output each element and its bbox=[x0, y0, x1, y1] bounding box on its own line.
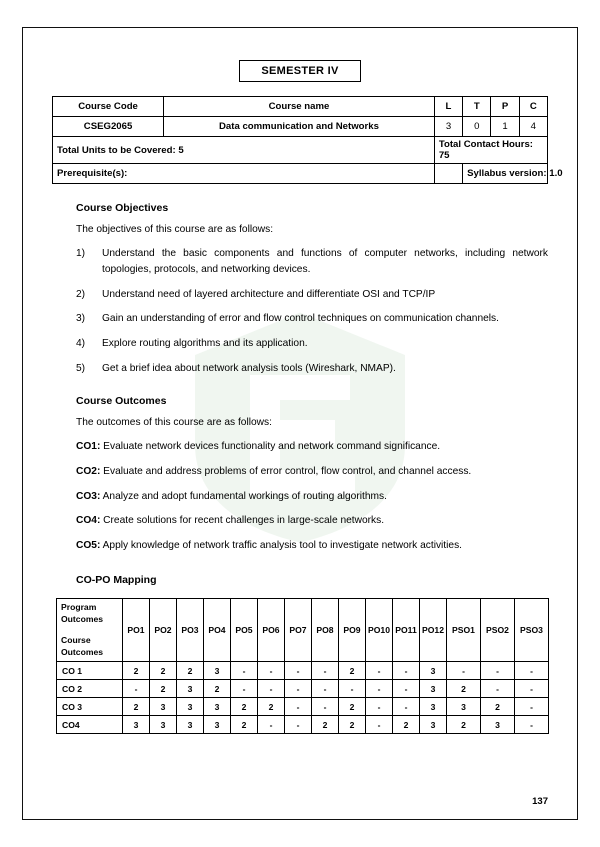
total-contact-hours-cell: Total Contact Hours: 75 bbox=[434, 137, 547, 164]
cell: - bbox=[515, 716, 549, 734]
cell: 2 bbox=[339, 662, 366, 680]
cell: 2 bbox=[150, 680, 177, 698]
course-outcome-key: CO5: bbox=[76, 540, 101, 552]
cell: 2 bbox=[393, 716, 420, 734]
cell: 2 bbox=[258, 698, 285, 716]
list-item bbox=[76, 311, 548, 327]
column-header: PO3 bbox=[177, 598, 204, 661]
cell: 2 bbox=[231, 716, 258, 734]
cell: 2 bbox=[339, 716, 366, 734]
column-header: PO4 bbox=[204, 598, 231, 661]
list-item-number: 4) bbox=[76, 338, 86, 350]
cell: - bbox=[447, 662, 481, 680]
table-row bbox=[57, 716, 549, 734]
course-name-label: Course name bbox=[164, 97, 435, 117]
cell: - bbox=[312, 698, 339, 716]
list-item-text: Explore routing algorithms and its application. bbox=[102, 338, 308, 350]
list-item bbox=[76, 246, 548, 278]
cell: 3 bbox=[177, 698, 204, 716]
course-outcome-text: Analyze and adopt fundamental workings of routing algorithms. bbox=[100, 490, 387, 502]
cell: - bbox=[515, 662, 549, 680]
cell: 2 bbox=[123, 698, 150, 716]
course-outcome-text: Create solutions for recent challenges in large-scale networks. bbox=[100, 515, 385, 527]
syllabus-version-cell: Syllabus version: 1.0 bbox=[463, 164, 548, 184]
c-value: 4 bbox=[519, 117, 547, 137]
cell: - bbox=[231, 662, 258, 680]
co-po-mapping-table bbox=[56, 598, 549, 734]
course-outcome-item bbox=[76, 489, 548, 505]
column-header: PO8 bbox=[312, 598, 339, 661]
cell: - bbox=[285, 716, 312, 734]
course-outcome-item bbox=[76, 513, 548, 529]
mapping-corner-header bbox=[57, 598, 123, 661]
cell: - bbox=[366, 662, 393, 680]
course-outcomes-intro: The outcomes of this course are as follows: bbox=[76, 416, 272, 428]
t-value: 0 bbox=[463, 117, 491, 137]
column-header: PO2 bbox=[150, 598, 177, 661]
column-header: PO5 bbox=[231, 598, 258, 661]
cell: - bbox=[366, 698, 393, 716]
row-label: CO 3 bbox=[57, 698, 123, 716]
prerequisites-cell: Prerequisite(s): bbox=[53, 164, 435, 184]
list-item-number: 1) bbox=[76, 248, 86, 259]
cell: 2 bbox=[312, 716, 339, 734]
cell: - bbox=[393, 698, 420, 716]
column-header: PSO2 bbox=[481, 598, 515, 661]
column-header: PSO1 bbox=[447, 598, 481, 661]
course-code-label: Course Code bbox=[53, 97, 164, 117]
cell: 3 bbox=[420, 716, 447, 734]
course-objectives-list bbox=[76, 246, 548, 377]
cell: - bbox=[123, 680, 150, 698]
course-outcome-key: CO4: bbox=[76, 515, 101, 527]
t-label: T bbox=[463, 97, 491, 117]
column-header: PO7 bbox=[285, 598, 312, 661]
cell: 3 bbox=[204, 662, 231, 680]
course-header-table bbox=[52, 96, 563, 184]
cell: - bbox=[393, 680, 420, 698]
cell: - bbox=[339, 680, 366, 698]
cell: 3 bbox=[204, 716, 231, 734]
total-units-cell: Total Units to be Covered: 5 bbox=[53, 137, 435, 164]
cell: - bbox=[312, 680, 339, 698]
cell: 2 bbox=[231, 698, 258, 716]
cell: - bbox=[481, 662, 515, 680]
cell: 3 bbox=[150, 716, 177, 734]
column-header: PO9 bbox=[339, 598, 366, 661]
course-outcome-item bbox=[76, 538, 548, 554]
cell: 3 bbox=[420, 662, 447, 680]
course-outcome-key: CO1: bbox=[76, 440, 101, 452]
co-po-mapping-wrapper bbox=[56, 598, 548, 734]
table-row bbox=[57, 680, 549, 698]
cell: - bbox=[366, 680, 393, 698]
course-outcome-text: Apply knowledge of network traffic analysis tool to investigate network activities. bbox=[100, 540, 462, 552]
list-item bbox=[76, 336, 548, 352]
p-value: 1 bbox=[491, 117, 519, 137]
column-header: PO11 bbox=[393, 598, 420, 661]
cell: - bbox=[258, 680, 285, 698]
table-row bbox=[53, 164, 548, 184]
course-outcome-text: Evaluate network devices functionality and network command significance. bbox=[100, 440, 441, 452]
course-outcome-key: CO3: bbox=[76, 490, 101, 502]
cell: - bbox=[515, 680, 549, 698]
cell: 2 bbox=[447, 716, 481, 734]
cell: 3 bbox=[177, 680, 204, 698]
row-label: CO 1 bbox=[57, 662, 123, 680]
table-row bbox=[57, 662, 549, 680]
cell: - bbox=[366, 716, 393, 734]
cell: - bbox=[258, 716, 285, 734]
column-header: PO12 bbox=[420, 598, 447, 661]
course-outcome-text: Evaluate and address problems of error control, flow control, and channel access. bbox=[100, 465, 472, 477]
semester-heading: SEMESTER IV bbox=[239, 60, 361, 82]
p-label: P bbox=[491, 97, 519, 117]
cell: - bbox=[285, 662, 312, 680]
course-objectives-intro: The objectives of this course are as follows: bbox=[76, 224, 274, 235]
corner-line2: Course Outcomes bbox=[61, 635, 104, 657]
cell: - bbox=[231, 680, 258, 698]
cell: - bbox=[312, 662, 339, 680]
cell: 3 bbox=[420, 680, 447, 698]
document-content bbox=[52, 60, 563, 734]
cell: 3 bbox=[177, 716, 204, 734]
c-label: C bbox=[519, 97, 547, 117]
column-header: PO6 bbox=[258, 598, 285, 661]
cell: - bbox=[285, 680, 312, 698]
cell: 3 bbox=[150, 698, 177, 716]
list-item-text: Gain an understanding of error and flow control techniques on communication channels. bbox=[102, 313, 499, 325]
list-item-number: 3) bbox=[76, 313, 86, 325]
table-header-row bbox=[57, 598, 549, 661]
row-label: CO 2 bbox=[57, 680, 123, 698]
cell: - bbox=[285, 698, 312, 716]
column-header: PO1 bbox=[123, 598, 150, 661]
course-outcome-key: CO2: bbox=[76, 465, 101, 477]
cell: 2 bbox=[150, 662, 177, 680]
column-header: PO10 bbox=[366, 598, 393, 661]
table-row bbox=[53, 97, 548, 117]
l-label: L bbox=[434, 97, 462, 117]
corner-line1: Program Outcomes bbox=[61, 601, 104, 624]
list-item-text: Understand need of layered architecture and differentiate OSI and TCP/IP bbox=[102, 288, 436, 300]
cell: 2 bbox=[177, 662, 204, 680]
cell: 3 bbox=[204, 698, 231, 716]
row-label: CO4 bbox=[57, 716, 123, 734]
cell: - bbox=[481, 680, 515, 698]
list-item-text: Get a brief idea about network analysis tools (Wireshark, NMAP). bbox=[102, 363, 396, 375]
course-outcomes-title: Course Outcomes bbox=[76, 394, 167, 407]
cell: 3 bbox=[481, 716, 515, 734]
cell: 2 bbox=[339, 698, 366, 716]
course-code-value: CSEG2065 bbox=[53, 117, 164, 137]
cell: 2 bbox=[481, 698, 515, 716]
course-outcome-item bbox=[76, 464, 548, 480]
list-item bbox=[76, 287, 548, 303]
course-name-value: Data communication and Networks bbox=[164, 117, 435, 137]
course-objectives-title: Course Objectives bbox=[76, 202, 169, 214]
cell: - bbox=[258, 662, 285, 680]
cell: 2 bbox=[447, 680, 481, 698]
cell: 2 bbox=[204, 680, 231, 698]
page-number: 137 bbox=[532, 796, 548, 807]
prerequisites-value-cell bbox=[434, 164, 462, 184]
cell: 3 bbox=[447, 698, 481, 716]
cell: 3 bbox=[420, 698, 447, 716]
list-item-number: 2) bbox=[76, 288, 86, 300]
list-item-number: 5) bbox=[76, 363, 86, 375]
table-row bbox=[57, 698, 549, 716]
list-item-text: Understand the basic components and functions of computer networks, including network topologies, protocols, and networking devices. bbox=[102, 248, 548, 275]
table-row bbox=[53, 117, 548, 137]
course-outcome-item bbox=[76, 439, 548, 455]
list-item bbox=[76, 361, 548, 377]
co-po-mapping-title: CO-PO Mapping bbox=[76, 573, 157, 586]
cell: - bbox=[515, 698, 549, 716]
table-row bbox=[53, 137, 548, 164]
cell: 2 bbox=[123, 662, 150, 680]
cell: - bbox=[393, 662, 420, 680]
column-header: PSO3 bbox=[515, 598, 549, 661]
l-value: 3 bbox=[434, 117, 462, 137]
cell: 3 bbox=[123, 716, 150, 734]
